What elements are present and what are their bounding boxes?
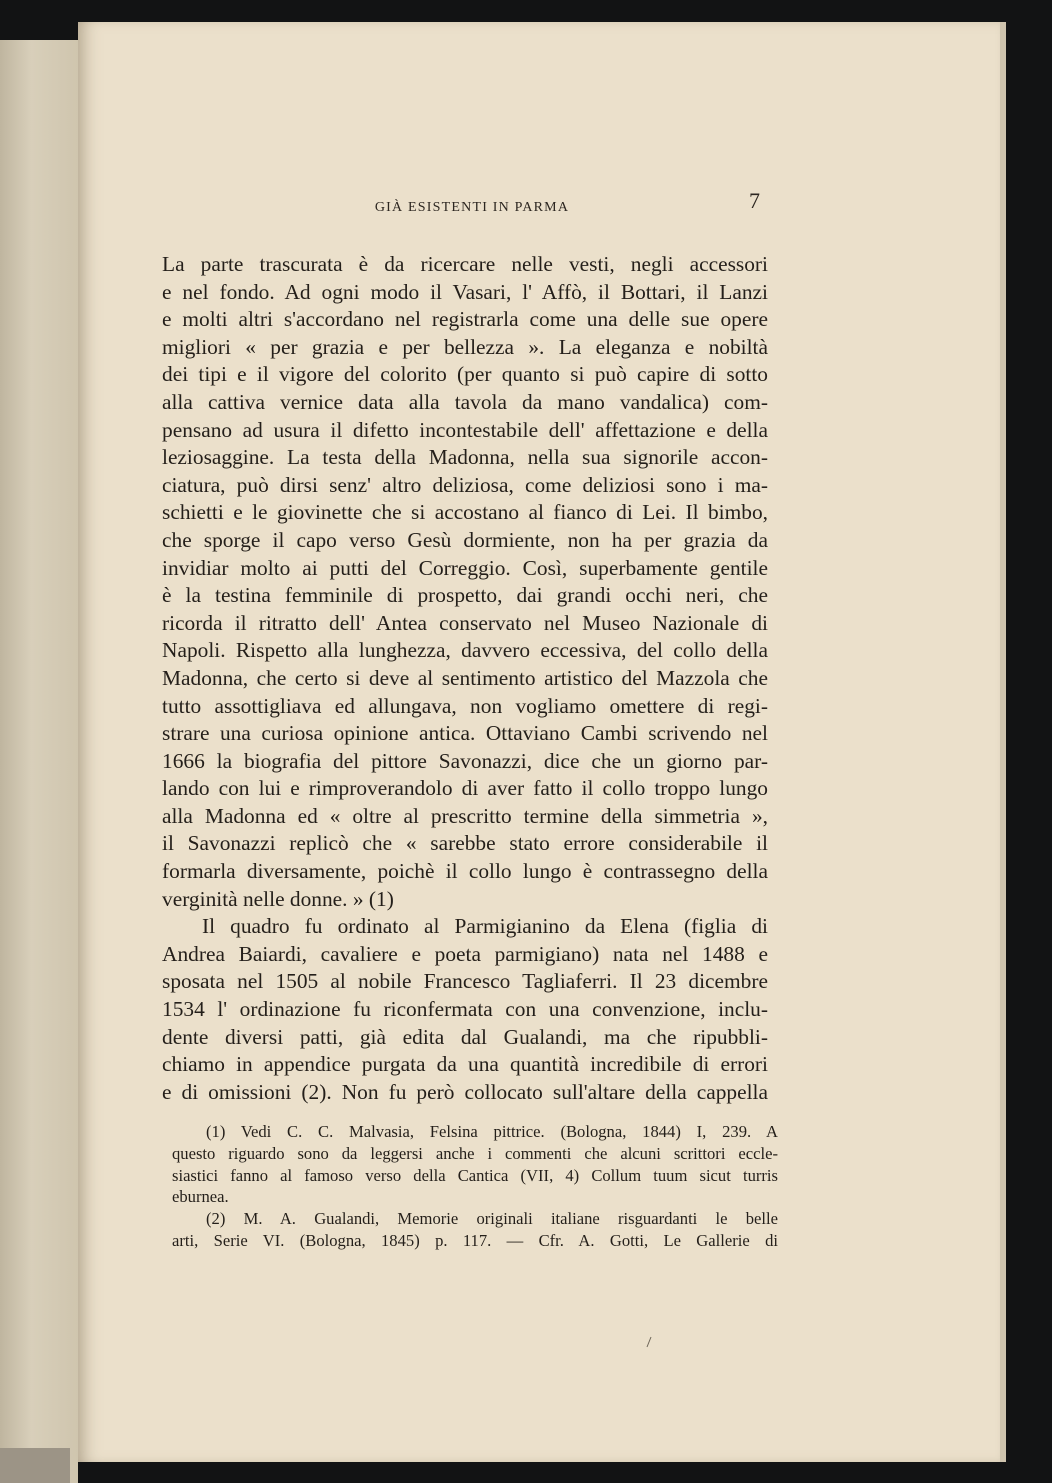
text-line: schietti e le giovinette che si accostano al fianco di Lei. Il bimbo, [162,500,768,525]
text-line: alla cattiva vernice data alla tavola da mano vandalica) com- [162,389,768,414]
text-line: pensano ad usura il difetto incontestabile dell' affettazione e della [162,417,768,442]
footnote-line: siastici fanno al famoso verso della Cantica (VII, 4) Collum tuum sicut turris [172,1165,778,1185]
text-line: è la testina femminile di prospetto, dai grandi occhi neri, che [162,583,768,608]
text-line: Il quadro fu ordinato al Parmigianino da Elena (figlia di [202,914,768,939]
text-line: invidiar molto ai putti del Correggio. Così, superbamente gentile [162,555,768,580]
text-line: che sporge il capo verso Gesù dormiente, non ha per grazia da [162,527,768,552]
text-line: leziosaggine. La testa della Madonna, nella sua signorile accon- [162,445,768,470]
text-line: Andrea Baiardi, cavaliere e poeta parmigiano) nata nel 1488 e [162,941,768,966]
text-line: e nel fondo. Ad ogni modo il Vasari, l' Affò, il Bottari, il Lanzi [162,279,768,304]
text-line: e molti altri s'accordano nel registrarla come una delle sue opere [162,307,768,332]
text-line: formarla diversamente, poichè il collo lungo è contrassegno della [162,859,768,884]
text-line: ricorda il ritratto dell' Antea conservato nel Museo Nazionale di [162,610,768,635]
running-head-title: GIÀ ESISTENTI IN PARMA [374,200,570,215]
footnote-line: (1) Vedi C. C. Malvasia, Felsina pittrice. (Bologna, 1844) I, 239. A [206,1122,778,1141]
text-line: dei tipi e il vigore del colorito (per quanto si può capire di sotto [162,362,768,387]
text-line: strare una curiosa opinione antica. Ottaviano Cambi scrivendo nel [162,721,768,746]
text-line: sposata nel 1505 al nobile Francesco Tagliaferri. Il 23 dicembre [162,969,768,994]
text-line: e di omissioni (2). Non fu però collocato sull'altare della cappella [162,1079,768,1104]
text-line: tutto assottigliava ed allungava, non vogliamo omettere di regi- [162,693,768,718]
text-line: La parte trascurata è da ricercare nelle vesti, negli accessori [162,252,768,276]
text-line: ciatura, può dirsi senz' altro deliziosa, come deliziosi sono i ma- [162,472,768,497]
main-text [162,251,768,1106]
footnotes [172,1121,778,1252]
text-line: verginità nelle donne. » (1) [162,886,394,911]
book-spine-edge [0,1448,70,1483]
text-line: Napoli. Rispetto alla lunghezza, davvero eccessiva, del collo della [162,638,768,663]
pencil-mark [644,1336,654,1348]
text-line: dente diversi patti, già edita dal Gualandi, ma che ripubbli- [162,1024,768,1049]
text-line: lando con lui e rimproverandolo di aver fatto il collo troppo lungo [162,776,768,801]
text-line: Madonna, che certo si deve al sentimento artistico del Mazzola che [162,665,768,690]
footnote-line: questo riguardo sono da leggersi anche i commenti che alcuni scrittori eccle- [172,1143,778,1163]
text-line: migliori « per grazia e per bellezza ». La eleganza e nobiltà [162,334,768,359]
page-fore-edge [1000,22,1006,1462]
footnote-line: arti, Serie VI. (Bologna, 1845) p. 117. — Cfr. A. Gotti, Le Gallerie di [172,1230,778,1250]
footnote-line: (2) M. A. Gualandi, Memorie originali italiane risguardanti le belle [206,1209,778,1229]
text-line: chiamo in appendice purgata da una quantità incredibile di errori [162,1052,768,1077]
facing-page-edge [0,40,78,1483]
text-line: il Savonazzi replicò che « sarebbe stato errore considerabile il [162,831,768,856]
text-line: 1534 l' ordinazione fu riconfermata con una convenzione, inclu- [162,997,768,1022]
text-line: alla Madonna ed « oltre al prescritto termine della simmetria », [162,803,768,828]
page-number: 7 [749,188,760,213]
text-line: 1666 la biografia del pittore Savonazzi, dice che un giorno par- [162,748,768,773]
running-head [170,188,774,226]
footnote-line: eburnea. [172,1187,229,1207]
